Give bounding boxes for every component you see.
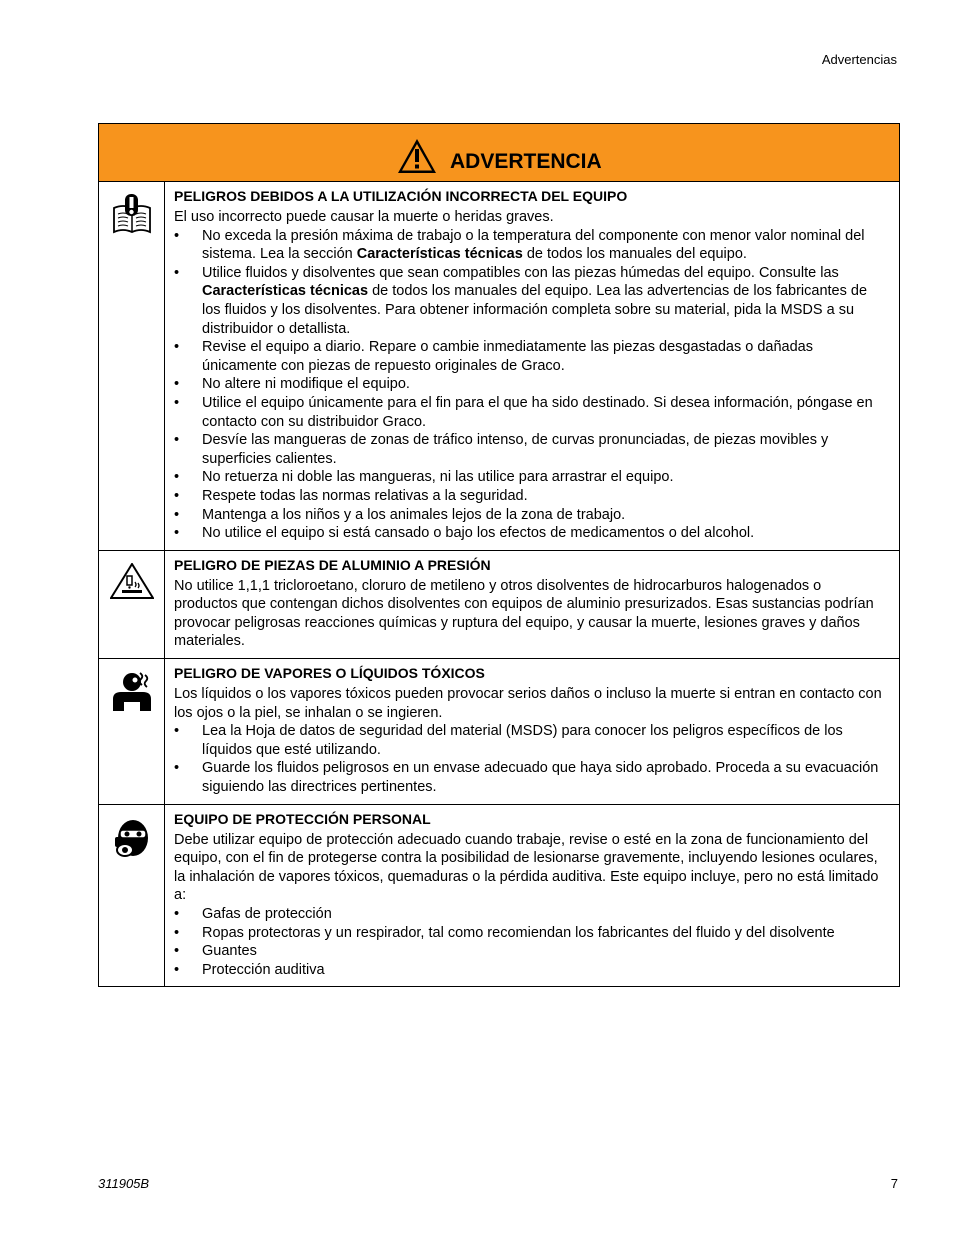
section-intro: Los líquidos o los vapores tóxicos pueden provocar serios daños o incluso la muerte si entran en contacto con los ojos o la piel, se inhalan o se ingieren. [174, 686, 882, 721]
page-number: 7 [890, 1176, 898, 1191]
list-item: • Lea la Hoja de datos de seguridad del material (MSDS) para conocer los peligros específicos de los líquidos que esté utilizando. [174, 722, 887, 759]
section-intro: El uso incorrecto puede causar la muerte o heridas graves. [174, 209, 554, 225]
list-item: • Desvíe las mangueras de zonas de tráfico intenso, de curvas pronunciadas, de piezas movibles y superficies calientes. [174, 431, 887, 468]
list-item: • Protección auditiva [174, 961, 887, 980]
list-item: • Guantes [174, 942, 887, 961]
page-header-title: Advertencias [821, 52, 897, 67]
warning-section-toxic-fluids [99, 659, 899, 805]
protective-equipment-icon [112, 817, 152, 859]
section-title: PELIGRO DE PIEZAS DE ALUMINIO A PRESIÓN [174, 556, 491, 573]
warning-section-aluminum-pressure [99, 551, 899, 659]
warning-banner [99, 124, 899, 182]
list-item: • Respete todas las normas relativas a la seguridad. [174, 487, 887, 506]
list-item: • No exceda la presión máxima de trabajo o la temperatura del componente con menor valor nominal del sistema. Lea la sección Características técnicas de todos los manuales del equipo. [174, 227, 887, 264]
document-number: 311905B [98, 1176, 150, 1191]
section-title: PELIGRO DE VAPORES O LÍQUIDOS TÓXICOS [174, 665, 485, 682]
list-item: • Utilice fluidos y disolventes que sean compatibles con las piezas húmedas del equipo. Consulte las Características técnicas de todos los manuales del equipo. Lea las advertencias de los fabricantes de los fluidos y los disolventes. Para obtener información completa sobre su material, pida la MSDS a su distribuidor o detallista. [174, 264, 887, 338]
banner-title: ADVERTENCIA [450, 150, 602, 173]
list-item: • No utilice el equipo si está cansado o bajo los efectos de medicamentos o del alcohol. [174, 524, 887, 543]
list-item: • Revise el equipo a diario. Repare o cambie inmediatamente las piezas desgastadas o dañadas únicamente con piezas de repuesto originales de Graco. [174, 338, 887, 375]
toxic-vapor-icon [111, 671, 153, 711]
list-item: • Gafas de protección [174, 905, 887, 924]
list-item: • No altere ni modifique el equipo. [174, 375, 887, 394]
corrosive-liquid-icon [110, 563, 154, 599]
section-title: EQUIPO DE PROTECCIÓN PERSONAL [174, 810, 431, 827]
list-item: • Mantenga a los niños y a los animales lejos de la zona de trabajo. [174, 506, 887, 525]
warning-section-equipment-misuse [99, 182, 899, 551]
section-intro: No utilice 1,1,1 tricloroetano, cloruro de metileno y otros disolventes de hidrocarburos halogenados o productos que contengan dichos disolventes con equipos de aluminio presurizados. Esas sustancias podrían provocar peligrosas reacciones químicas y ruptura del equipo, y causar la muerte, lesiones graves y daños materiales. [174, 577, 874, 650]
list-item: • Ropas protectoras y un respirador, tal como recomiendan los fabricantes del fluido y del disolvente [174, 924, 887, 943]
list-item: • No retuerza ni doble las mangueras, ni las utilice para arrastrar el equipo. [174, 468, 887, 487]
warning-triangle-icon [396, 137, 438, 175]
list-item: • Guarde los fluidos peligrosos en un envase adecuado que haya sido aprobado. Proceda a su evacuación siguiendo las directrices pertinentes. [174, 759, 887, 796]
section-title: PELIGROS DEBIDOS A LA UTILIZACIÓN INCORRECTA DEL EQUIPO [174, 188, 628, 204]
section-intro: Debe utilizar equipo de protección adecuado cuando trabaje, revise o esté en la zona de funcionamiento del equipo, con el fin de protegerse contra la posibilidad de lesionarse gravemente, incluyendo lesiones oculares, la inhalación de vapores tóxicos, quemaduras o la pérdida auditiva. Este equipo incluye, pero no está limitado a: [174, 831, 879, 904]
list-item: • Utilice el equipo únicamente para el fin para el que ha sido destinado. Si desea información, póngase en contacto con su distribuidor Graco. [174, 394, 887, 431]
warning-section-personal-protection [99, 805, 899, 987]
warning-table [98, 123, 900, 987]
manual-exclamation-icon [110, 194, 154, 236]
